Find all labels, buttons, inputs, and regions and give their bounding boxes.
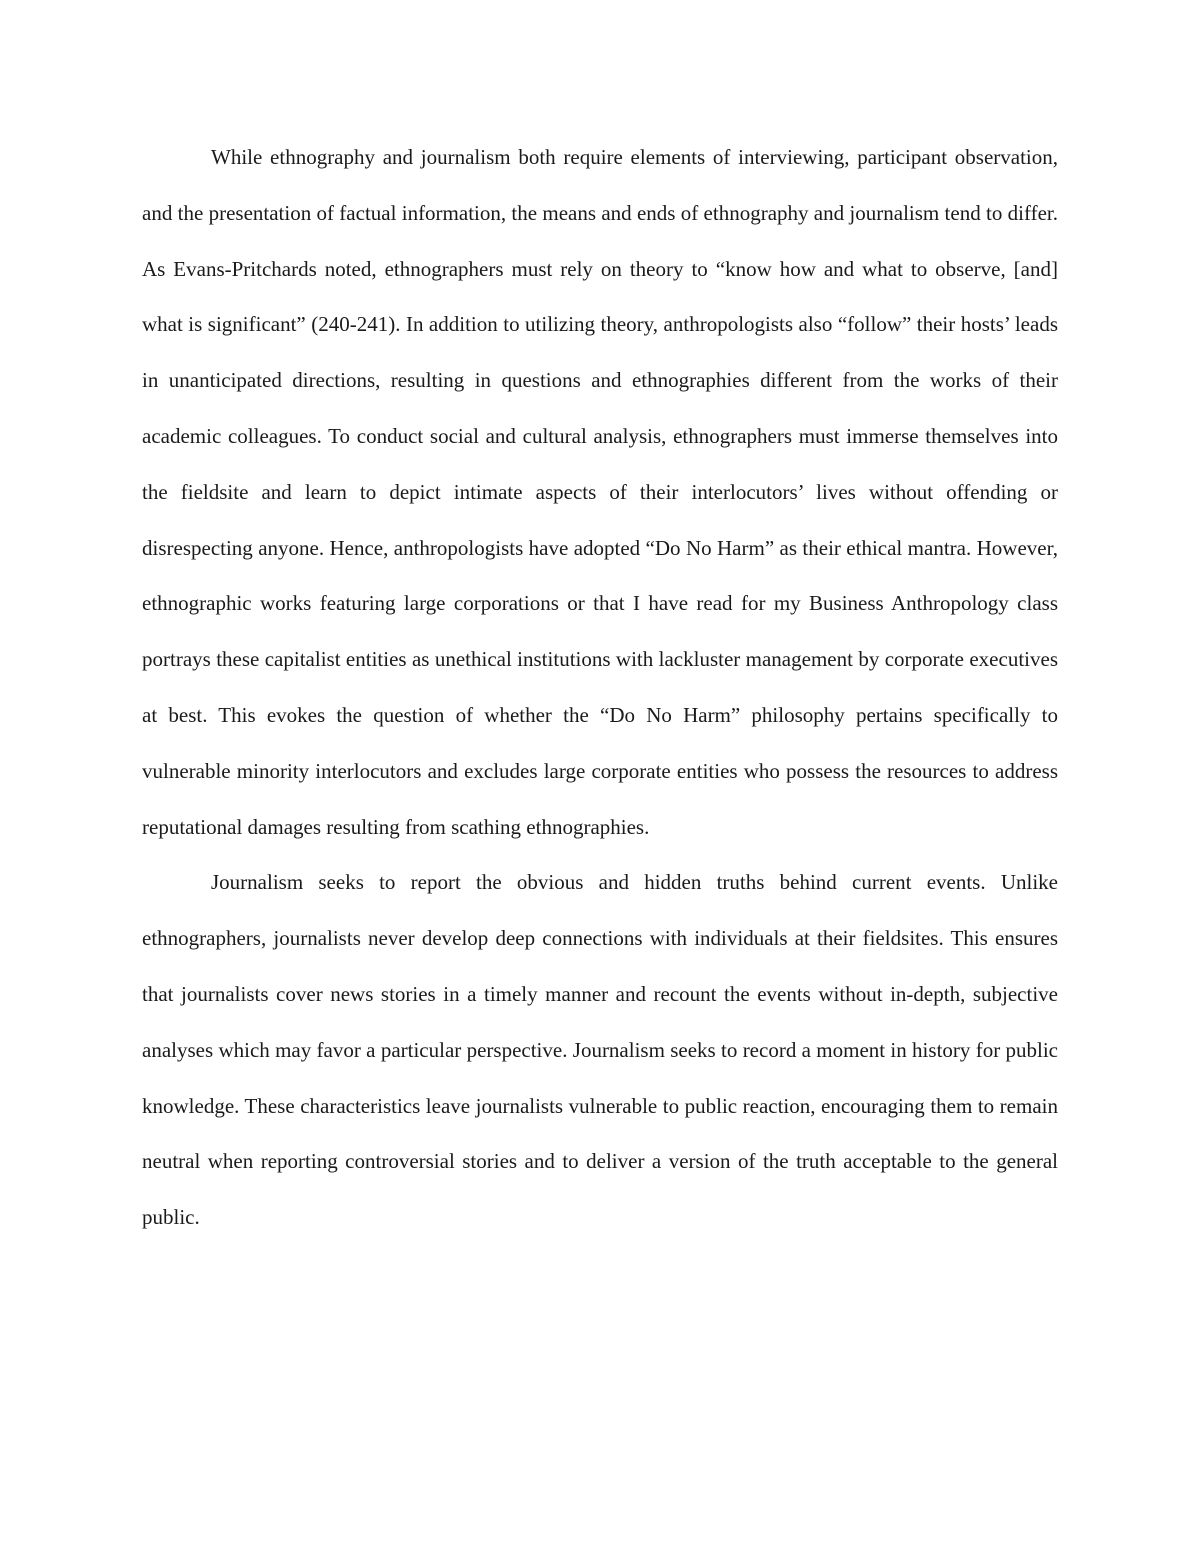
document-body [142, 130, 1058, 1246]
paragraph-2: Journalism seeks to report the obvious and hidden truths behind current events. Unlike ethnographers, journalists never develop deep connections with individuals at their fieldsites. This ensures that journalists cover news stories in a timely manner and recount the events without in-depth, subjective analyses which may favor a particular perspective. Journalism seeks to record a moment in history for public knowledge. These characteristics leave journalists vulnerable to public reaction, encouraging them to remain neutral when reporting controversial stories and to deliver a version of the truth acceptable to the general public. [142, 870, 1058, 1230]
paragraph-1: While ethnography and journalism both require elements of interviewing, participant observation, and the presentation of factual information, the means and ends of ethnography and journalism tend to differ. As Evans-Pritchards noted, ethnographers must rely on theory to “know how and what to observe, [and] what is significant” (240-241). In addition to utilizing theory, anthropologists also “follow” their hosts’ leads in unanticipated directions, resulting in questions and ethnographies different from the works of their academic colleagues. To conduct social and cultural analysis, ethnographers must immerse themselves into the fieldsite and learn to depict intimate aspects of their interlocutors’ lives without offending or disrespecting anyone. Hence, anthropologists have adopted “Do No Harm” as their ethical mantra. However, ethnographic works featuring large corporations or that I have read for my Business Anthropology class portrays these capitalist entities as unethical institutions with lackluster management by corporate executives at best. This evokes the question of whether the “Do No Harm” philosophy pertains specifically to vulnerable minority interlocutors and excludes large corporate entities who possess the resources to address reputational damages resulting from scathing ethnographies. [142, 145, 1058, 839]
